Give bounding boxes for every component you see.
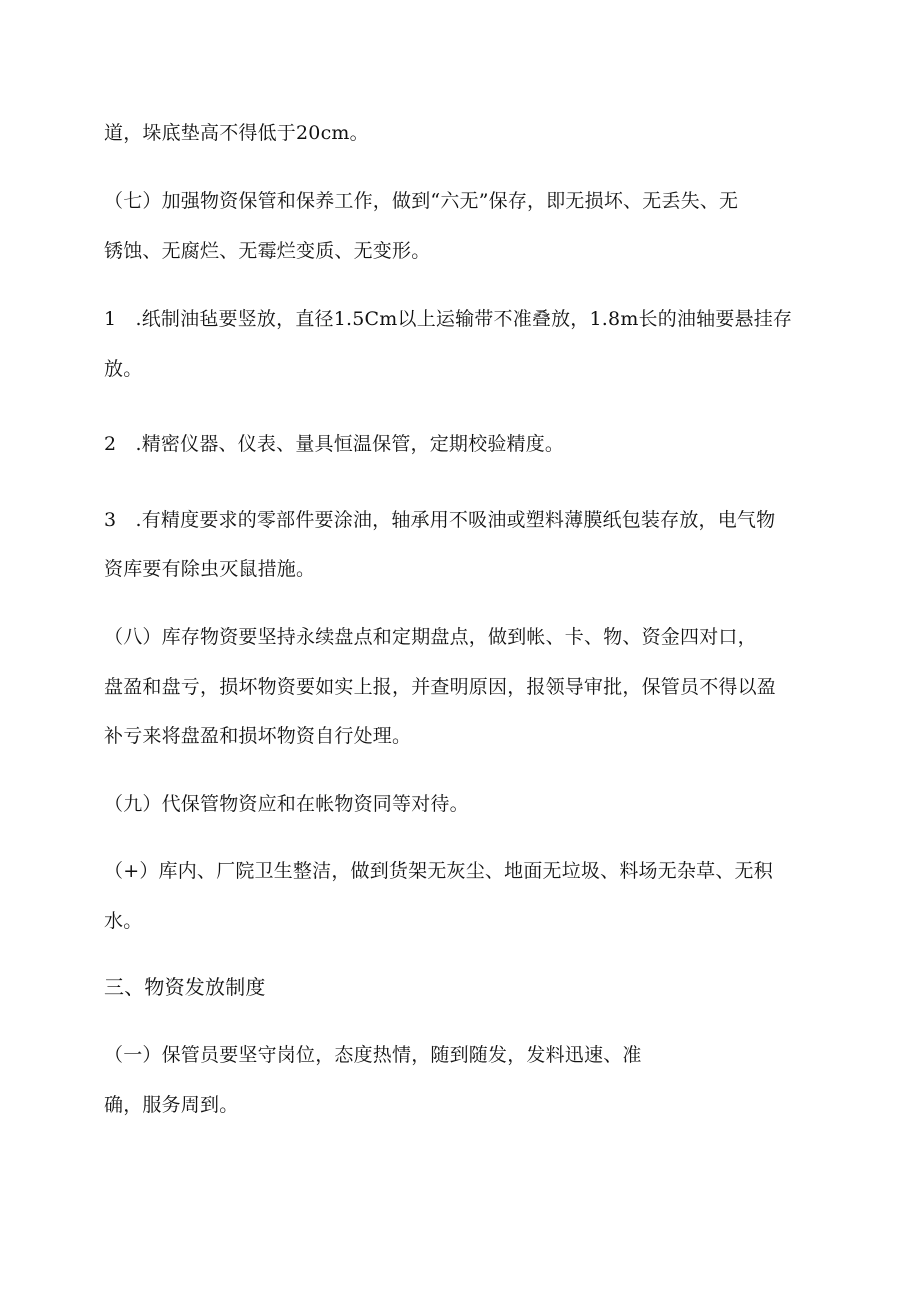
- text-line-9: （八）库存物资要坚持永续盘点和定期盘点，做到帐、卡、物、资金四对口，: [104, 626, 757, 648]
- text-line-4: 1 .纸制油毡要竖放，直径1.5Cm以上运输带不准叠放，1.8m长的油轴要悬挂存: [104, 308, 793, 330]
- text-line-7: 3 .有精度要求的零部件要涂油，轴承用不吸油或塑料薄膜纸包装存放，电气物: [104, 509, 776, 531]
- text-line-16: 确，服务周到。: [104, 1094, 239, 1116]
- text-line-6: 2 .精密仪器、仪表、量具恒温保管，定期校验精度。: [104, 433, 565, 455]
- text-line-1: 道，垛底垫高不得低于20cm。: [104, 122, 369, 144]
- text-line-15: （一）保管员要坚守岗位，态度热情，随到随发，发料迅速、准: [104, 1044, 642, 1066]
- text-line-8: 资库要有除虫灭鼠措施。: [104, 558, 316, 580]
- section-heading: 三、物资发放制度: [104, 975, 266, 999]
- text-line-14: 水。: [104, 910, 143, 932]
- text-line-3: 锈蚀、无腐烂、无霉烂变质、无变形。: [104, 240, 431, 262]
- text-line-11: 补亏来将盘盈和损坏物资自行处理。: [104, 725, 412, 747]
- text-line-13: （+）库内、厂院卫生整洁，做到货架无灰尘、地面无垃圾、料场无杂草、无积: [104, 860, 773, 882]
- text-line-2: （七）加强物资保管和保养工作，做到“六无”保存，即无损坏、无丢失、无: [104, 190, 739, 212]
- text-line-10: 盘盈和盘亏，损坏物资要如实上报，并查明原因，报领导审批，保管员不得以盈: [104, 676, 777, 698]
- text-line-12: （九）代保管物资应和在帐物资同等对待。: [104, 793, 469, 815]
- text-line-5: 放。: [104, 358, 143, 380]
